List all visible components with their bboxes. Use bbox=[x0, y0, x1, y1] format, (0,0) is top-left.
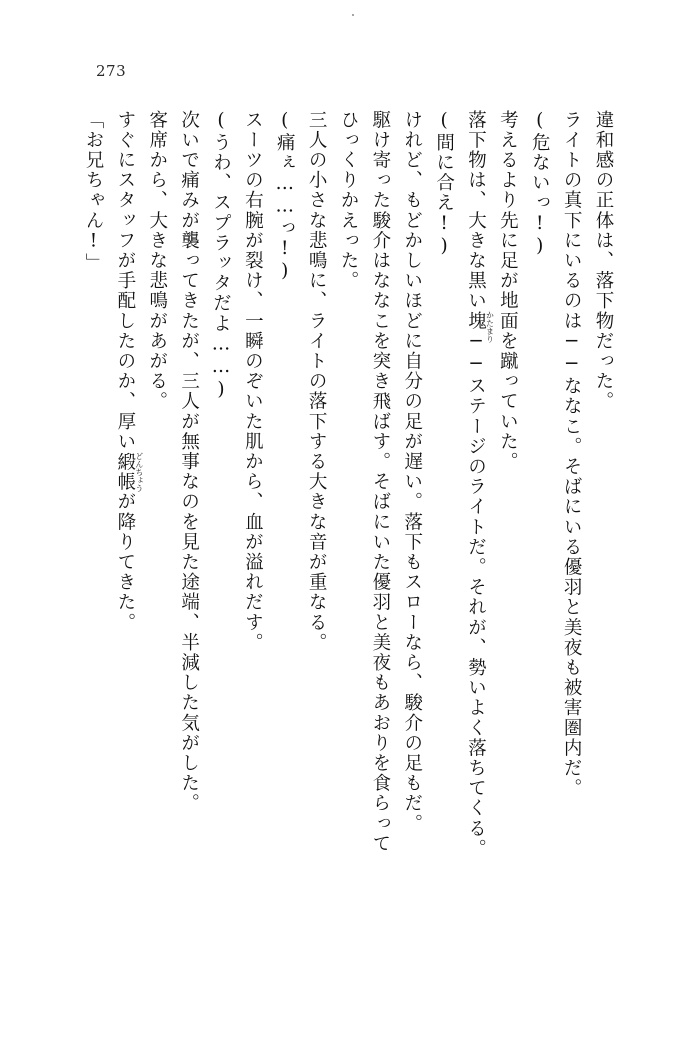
text-column: 三人の小さな悲鳴に、ライトの落下する大きな音が重なる。 bbox=[306, 110, 328, 653]
text-column: (うわ、スプラッタだよ……) bbox=[210, 110, 232, 402]
text-column: (危ないっ!) bbox=[529, 110, 551, 259]
ruby-text: かたまり bbox=[485, 311, 495, 343]
text-column: (間に合え!) bbox=[433, 110, 455, 259]
text-column: 駆け寄った駿介はななこを突き飛ばす。そばにいた優羽と美夜もあおりを食らって bbox=[369, 110, 391, 854]
text-column: ひっくりかえった。 bbox=[338, 110, 359, 291]
text-column: けれど、もどかしいほどに自分の足が遅い。落下もスローなら、駿介の足もだ。 bbox=[401, 110, 423, 834]
text-column: 考えるより先に足が地面を蹴っていた。 bbox=[497, 110, 519, 472]
scan-speck bbox=[352, 14, 354, 16]
ruby-text: どんちょう bbox=[134, 451, 144, 492]
text-column: すぐにスタッフが手配したのか、厚い緞帳 どんちょう が降りてきた。 bbox=[114, 110, 144, 633]
ruby-group: 塊 かたまり bbox=[465, 311, 495, 343]
text-column: 違和感の正体は、落下物だった。 bbox=[593, 110, 614, 412]
text-column: 次いで痛みが襲ってきたが、三人が無事なのを見た途端、半減した気がした。 bbox=[178, 110, 200, 814]
text-column: ライトの真下にいるのは──ななこ。そばにいる優羽と美夜も被害圏内だ。 bbox=[561, 110, 583, 799]
text-column: 「お兄ちゃん!」 bbox=[83, 110, 104, 274]
ruby-group: 緞帳 どんちょう bbox=[114, 451, 144, 492]
page-number: 273 bbox=[96, 62, 127, 80]
text-column: (痛ぇ……っ!) bbox=[274, 110, 296, 284]
text-column: 落下物は、大きな黒い塊 かたまり ──ステージのライトだ。それが、勢いよく落ちてくる。 bbox=[465, 110, 495, 859]
vertical-text-block bbox=[70, 110, 612, 940]
text-column: スーツの右腕が裂け、一瞬のぞいた肌から、血が溢れだす。 bbox=[242, 110, 264, 653]
text-column: 客席から、大きな悲鳴があがる。 bbox=[146, 110, 168, 412]
